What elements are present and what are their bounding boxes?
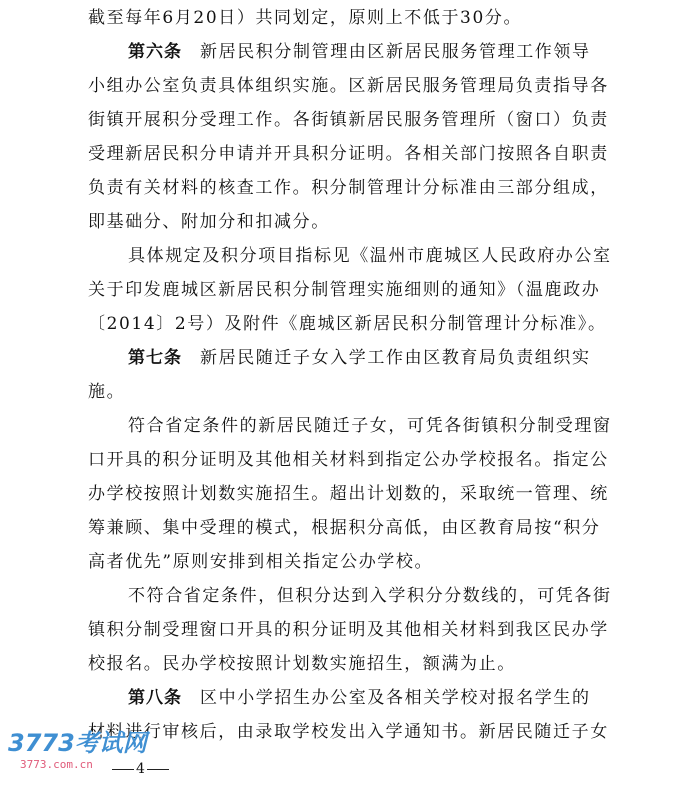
watermark-url: 3773.com.cn: [20, 758, 93, 771]
article-6-paragraph-start: [128, 42, 608, 62]
text-line: 镇积分制受理窗口开具的积分证明及其他相关材料到我区民办学: [88, 620, 609, 640]
text-line: 〔2014〕2号）及附件《鹿城区新居民积分制管理计分标准》。: [88, 314, 607, 334]
text-line: 口开具的积分证明及其他相关材料到指定公办学校报名。指定公: [88, 450, 609, 470]
text-line: 符合省定条件的新居民随迁子女，可凭各街镇积分制受理窗: [128, 416, 612, 436]
text-line: 关于印发鹿城区新居民积分制管理实施细则的通知》（温鹿政办: [88, 280, 601, 300]
text-line: 小组办公室负责具体组织实施。区新居民服务管理局负责指导各: [88, 76, 609, 96]
article-8-heading: 第八条: [128, 688, 182, 708]
text-line: 新居民积分制管理由区新居民服务管理工作领导: [200, 42, 591, 62]
text-line: 校报名。民办学校按照计划数实施招生，额满为止。: [88, 654, 516, 674]
text-line: 材料进行审核后，由录取学校发出入学通知书。新居民随迁子女: [88, 722, 609, 742]
text-line: 施。: [88, 382, 126, 402]
text-line: 即基础分、附加分和扣减分。: [88, 212, 330, 232]
article-6-heading: 第六条: [128, 42, 182, 62]
text-line: 高者优先”原则安排到相关指定公办学校。: [88, 552, 434, 572]
article-7-paragraph-start: [128, 348, 608, 368]
text-line: 负责有关材料的核查工作。积分制管理计分标准由三部分组成，: [88, 178, 609, 198]
text-line: 具体规定及积分项目指标见《温州市鹿城区人民政府办公室: [128, 246, 612, 266]
watermark-logo: 3773考试网: [8, 729, 147, 757]
text-line: 区中小学招生办公室及各相关学校对报名学生的: [200, 688, 591, 708]
watermark: [8, 728, 178, 784]
article-7-heading: 第七条: [128, 348, 182, 368]
text-line: 街镇开展积分受理工作。各街镇新居民服务管理所（窗口）负责: [88, 110, 609, 130]
page-number: 4: [136, 761, 145, 777]
text-line: 办学校按照计划数实施招生。超出计划数的，采取统一管理、统: [88, 484, 609, 504]
text-line: 受理新居民积分申请并开具积分证明。各相关部门按照各自职责: [88, 144, 609, 164]
article-8-paragraph-start: [128, 688, 608, 708]
text-line: 新居民随迁子女入学工作由区教育局负责组织实: [200, 348, 591, 368]
text-line: 筹兼顾、集中受理的模式，根据积分高低，由区教育局按“积分: [88, 518, 601, 538]
text-line: 不符合省定条件，但积分达到入学积分分数线的，可凭各街: [128, 586, 612, 606]
text-line: 截至每年6月20日）共同划定，原则上不低于30分。: [88, 8, 523, 28]
